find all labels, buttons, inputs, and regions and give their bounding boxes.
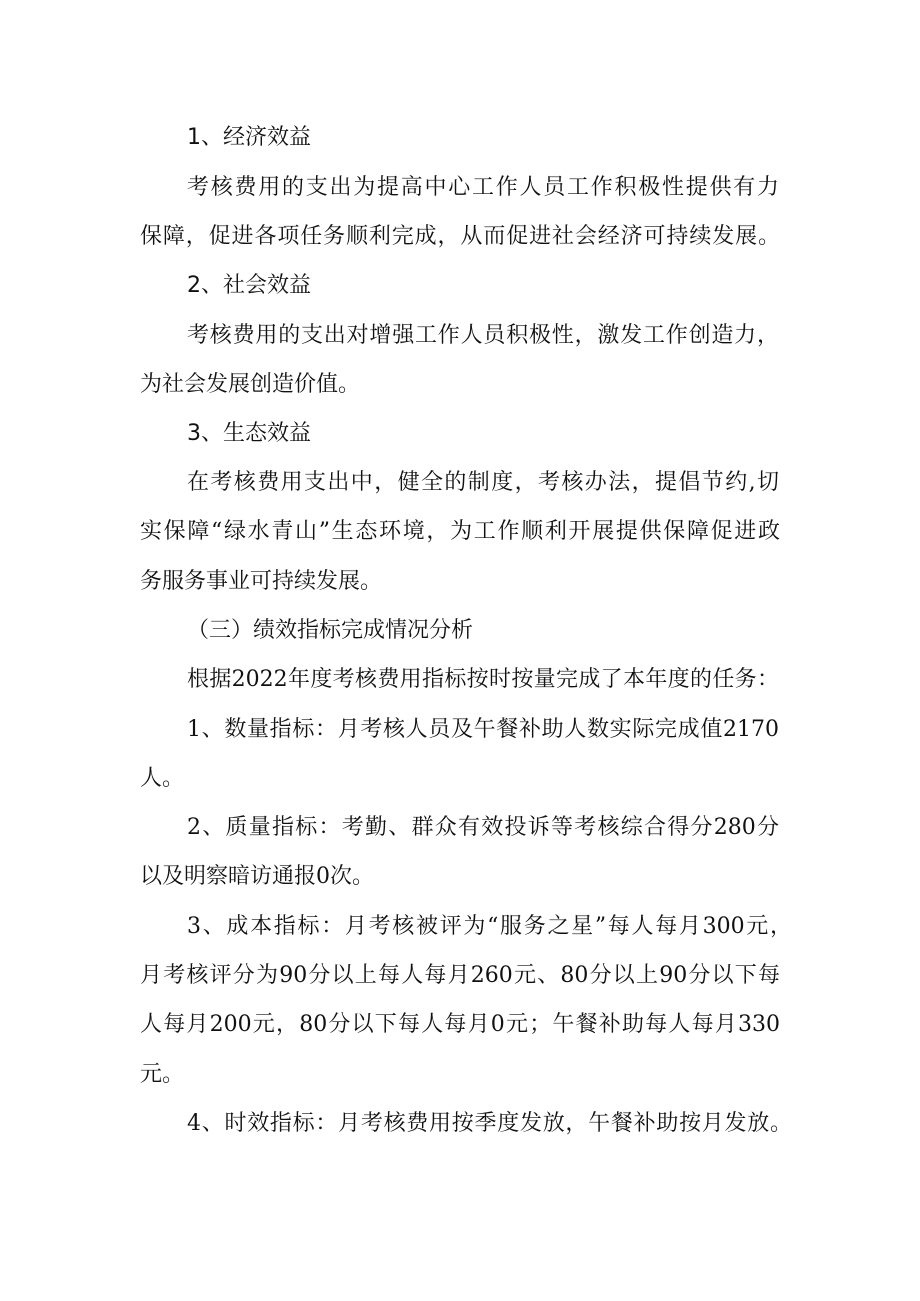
indicator-cost-line: 元。: [140, 1062, 185, 1087]
paragraph-line: 考核费用的支出对增强工作人员积极性，激发工作创造力，: [187, 323, 779, 348]
indicator-cost-line: 人每月200元，80分以下每人每月0元；午餐补助每人每月330: [140, 1012, 780, 1037]
paragraph-line: 保障，促进各项任务顺利完成，从而促进社会经济可持续发展。: [140, 224, 780, 249]
indicator-cost-line: 月考核评分为90分以上每人每月260元、80分以上90分以下每: [140, 963, 780, 988]
section-heading-social: 2、社会效益: [187, 273, 311, 298]
indicator-timeliness-line: 4、时效指标：月考核费用按季度发放，午餐补助按月发放。: [187, 1111, 792, 1136]
paragraph-line: 考核费用的支出为提高中心工作人员工作积极性提供有力: [187, 175, 779, 200]
indicator-cost-line: 3、成本指标：月考核被评为“服务之星”每人每月300元，: [187, 914, 792, 939]
indicators-intro: 根据2022年度考核费用指标按时按量完成了本年度的任务：: [187, 667, 779, 692]
section-heading-economic: 1、经济效益: [187, 125, 311, 150]
paragraph-line: 在考核费用支出中，健全的制度，考核办法，提倡节约,切: [187, 470, 779, 495]
indicator-quality-line: 以及明察暗访通报0次。: [140, 864, 374, 889]
indicator-quantity-line: 人。: [140, 766, 185, 791]
indicator-quantity-line: 1、数量指标：月考核人员及午餐补助人数实际完成值2170: [187, 717, 779, 742]
indicator-quality-line: 2、质量指标：考勤、群众有效投诉等考核综合得分280分: [187, 815, 779, 840]
paragraph-line: 实保障“绿水青山”生态环境，为工作顺利开展提供保障促进政: [140, 519, 780, 544]
paragraph-line: 务服务事业可持续发展。: [140, 569, 383, 594]
section-heading-ecological: 3、生态效益: [187, 421, 311, 446]
indicators-heading: （三）绩效指标完成情况分析: [187, 618, 474, 643]
paragraph-line: 为社会发展创造价值。: [140, 372, 361, 397]
